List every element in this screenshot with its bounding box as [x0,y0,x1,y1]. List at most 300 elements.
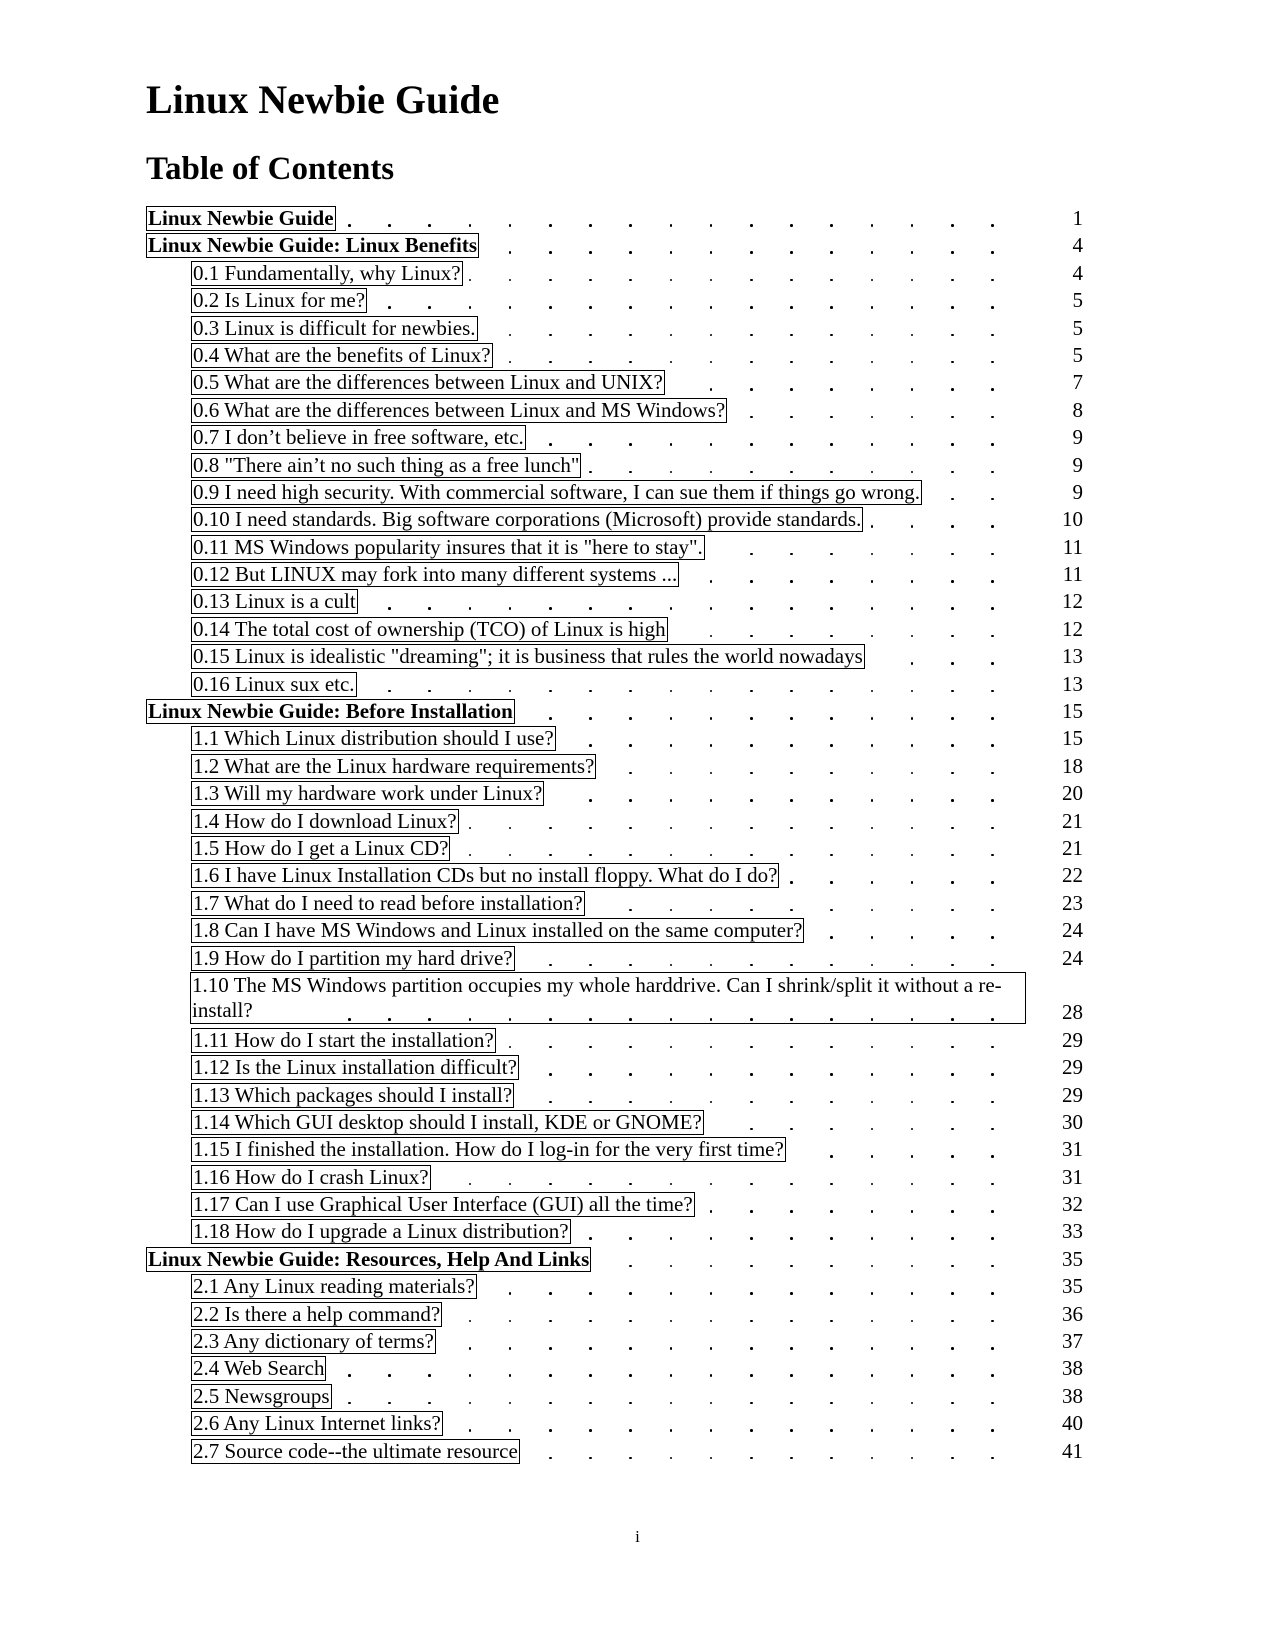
leader-dot [710,1320,713,1323]
leader-dot [790,744,793,747]
leader-dot [670,1374,673,1377]
toc-entry [0,616,1275,643]
leader-dot [951,1046,954,1049]
leader-dot [670,690,673,693]
toc-entry-text [191,835,450,862]
toc-link[interactable]: 1.8 Can I have MS Windows and Linux installed on the same computer? [193,918,803,943]
leader-dot [469,1183,472,1186]
toc-link[interactable]: 2.3 Any dictionary of terms? [193,1329,434,1354]
toc-entry-text [191,534,705,561]
toc-entry [0,862,1275,889]
leader-dot [830,717,833,720]
leader-dot [951,1347,954,1350]
toc-entry [0,780,1275,807]
toc-entry-text [191,1054,519,1081]
leader-dot [871,471,874,474]
toc-page-number: 13 [1062,671,1083,696]
leader-dot [790,224,793,227]
toc-page-number: 4 [1072,233,1083,258]
leader-dot [509,1292,512,1295]
leader-dot [830,306,833,309]
toc-entry-text [191,1082,514,1109]
toc-link[interactable]: 1.1 Which Linux distribution should I use? [193,726,554,751]
leader-dot [469,224,472,227]
toc-entry [0,835,1275,862]
leader-dot [790,909,793,912]
leader-dot [951,936,954,939]
leader-dot [911,525,914,528]
leader-dot [670,1073,673,1076]
leader-dot [951,388,954,391]
leader-dot [951,553,954,556]
leader-dot [589,306,592,309]
leader-dot [951,1237,954,1240]
toc-entry [0,369,1275,396]
leader-dot [629,334,632,337]
leader-dot [830,964,833,967]
leader-dot [750,1183,753,1186]
toc-link[interactable]: Linux Newbie Guide: Linux Benefits [148,233,478,258]
toc-entry-text [146,205,336,232]
leader-dot [911,334,914,337]
toc-link[interactable]: 0.7 I don’t believe in free software, etc. [193,425,524,450]
leader-dot [670,827,673,830]
leader-dot [991,388,994,391]
toc-entry [0,287,1275,314]
leader-dot [629,690,632,693]
leader-dot [790,1457,793,1460]
leader-dot [951,881,954,884]
toc-page-number: 1 [1072,206,1083,230]
leader-dot [710,361,713,364]
toc-link[interactable]: 1.5 How do I get a Linux CD? [193,835,449,860]
leader-dot [750,772,753,775]
toc-link[interactable]: 1.6 I have Linux Installation CDs but no install floppy. What do I do? [193,863,778,888]
leader-dot [991,1457,994,1460]
toc-entry-text [191,1301,442,1328]
leader-dot [670,1320,673,1323]
leader-dot [549,1320,552,1323]
leader-dot [790,1374,793,1377]
leader-dot [830,881,833,884]
leader-dot [428,224,431,227]
toc-link[interactable]: 2.6 Any Linux Internet links? [193,1411,441,1436]
leader-dot [991,471,994,474]
leader-dot [790,1265,793,1268]
leader-dot [670,607,673,610]
leader-dot [670,854,673,857]
leader-dot [911,881,914,884]
toc-entry-text [191,1136,786,1163]
toc-link[interactable]: Linux Newbie Guide: Before Installation [148,699,513,724]
toc-link[interactable]: 2.7 Source code--the ultimate resource [193,1438,518,1463]
leader-dot [871,964,874,967]
leader-dot [991,443,994,446]
toc-link[interactable]: 0.16 Linux sux etc. [193,671,355,696]
leader-dot [830,416,833,419]
leader-dot [991,279,994,282]
leader-dot [871,580,874,583]
leader-dot [951,1402,954,1405]
toc-entry [0,643,1275,670]
leader-dot [830,1292,833,1295]
leader-dot [911,251,914,254]
toc-link[interactable]: 1.13 Which packages should I install? [193,1082,513,1107]
leader-dot [871,224,874,227]
leader-dot [951,1457,954,1460]
leader-dot [629,1320,632,1323]
toc-link[interactable]: 0.5 What are the differences between Linux and UNIX? [193,370,663,395]
toc-link[interactable]: 0.1 Fundamentally, why Linux? [193,260,461,285]
leader-dot [790,1429,793,1432]
leader-dot [830,1128,833,1131]
leader-dot [871,1347,874,1350]
toc-link[interactable]: 1.11 How do I start the installation? [193,1027,494,1052]
leader-dot [670,1429,673,1432]
leader-dot [710,1101,713,1104]
toc-entry [0,561,1275,588]
leader-dot [790,443,793,446]
leader-dot [830,224,833,227]
leader-dot [991,1128,994,1131]
leader-dot [469,1374,472,1377]
toc-link[interactable]: 2.2 Is there a help command? [193,1301,441,1326]
leader-dot [750,1046,753,1049]
leader-dot [991,251,994,254]
leader-dot [750,1374,753,1377]
toc-link[interactable]: 1.16 How do I crash Linux? [193,1164,429,1189]
leader-dot [991,306,994,309]
leader-dot [790,1210,793,1213]
leader-dot [750,471,753,474]
toc-link[interactable]: 0.12 But LINUX may fork into many different systems ... [193,562,678,587]
leader-dot [911,388,914,391]
leader-dot [469,306,472,309]
leader-dot [589,690,592,693]
toc-entry-text [191,1410,443,1437]
leader-dot [991,1320,994,1323]
toc-link[interactable]: 0.8 "There ain’t no such thing as a free lunch" [193,452,580,477]
leader-dot [670,1292,673,1295]
leader-dot [509,1374,512,1377]
leader-dot [509,1046,512,1049]
toc-page-number: 29 [1062,1027,1083,1052]
toc-link[interactable]: 0.9 I need high security. With commercial software, I can sue them if things go wrong. [193,479,920,504]
leader-dot [589,1237,592,1240]
leader-dot [830,1320,833,1323]
leader-dot [991,1347,994,1350]
toc-entry [0,1355,1275,1382]
toc-link[interactable]: 1.3 Will my hardware work under Linux? [193,781,543,806]
leader-dot [670,251,673,254]
leader-dot [589,471,592,474]
toc-link[interactable]: 0.14 The total cost of ownership (TCO) of Linux is high [193,616,666,641]
toc-link[interactable]: 0.11 MS Windows popularity insures that it is "here to stay". [193,534,703,559]
toc-entry [0,890,1275,917]
leader-dot [911,306,914,309]
leader-dot [589,334,592,337]
leader-dot [629,1374,632,1377]
leader-dot [469,1320,472,1323]
toc-entry-text [191,1164,431,1191]
leader-dot [589,279,592,282]
leader-dot [911,1128,914,1131]
leader-dot [991,1429,994,1432]
leader-dot [911,1101,914,1104]
leader-dot [629,1046,632,1049]
toc-page-number: 4 [1072,260,1083,285]
toc-entry-text [191,287,367,314]
leader-dot [750,553,753,556]
leader-dot [750,580,753,583]
leader-dot [911,416,914,419]
toc-link[interactable]: 0.15 Linux is idealistic "dreaming"; it is business that rules the world nowadays [193,644,863,669]
toc-link[interactable]: 0.2 Is Linux for me? [193,288,366,313]
leader-dot [549,1457,552,1460]
toc-entry-text [191,479,922,506]
leader-dot [710,1347,713,1350]
leader-dot [830,388,833,391]
toc-link[interactable]: Linux Newbie Guide: Resources, Help And Links [148,1246,590,1271]
leader-dot [589,1347,592,1350]
leader-dot [750,1402,753,1405]
leader-dot [750,1210,753,1213]
leader-dot [911,909,914,912]
toc-link[interactable]: 1.9 How do I partition my hard drive? [193,945,513,970]
leader-dot [710,443,713,446]
leader-dot [589,1320,592,1323]
leader-dot [991,224,994,227]
toc-entry [0,260,1275,287]
leader-dot [991,1374,994,1377]
toc-entry-text [191,369,665,396]
leader-dot [911,1237,914,1240]
leader-dot [549,854,552,857]
leader-dot [911,443,914,446]
leader-dot [790,717,793,720]
toc-link[interactable]: 1.12 Is the Linux installation difficult? [193,1055,517,1080]
toc-page-number: 36 [1062,1301,1083,1326]
toc-entry-text [191,424,526,451]
toc-page-number: 8 [1072,397,1083,422]
leader-dot [991,772,994,775]
leader-dot [428,306,431,309]
leader-dot [790,1046,793,1049]
toc-link[interactable]: 1.17 Can I use Graphical User Interface (GUI) all the time? [193,1192,693,1217]
leader-dot [991,881,994,884]
toc-page-number: 5 [1072,315,1083,340]
leader-dot [549,334,552,337]
leader-dot [710,690,713,693]
leader-dot [911,1046,914,1049]
leader-dot [830,854,833,857]
leader-dot [830,635,833,638]
toc-entry-text [191,561,679,588]
leader-dot [790,1237,793,1240]
toc-entry [0,972,1275,1027]
toc-entry [0,1054,1275,1081]
toc-entry [0,1273,1275,1300]
toc-link[interactable]: 2.1 Any Linux reading materials? [193,1274,475,1299]
leader-dot [388,224,391,227]
toc-entry-text [191,671,357,698]
leader-dot [951,1183,954,1186]
leader-dot [670,964,673,967]
leader-dot [388,1374,391,1377]
toc-entry-text [191,780,544,807]
leader-dot [750,306,753,309]
leader-dot [991,553,994,556]
leader-dot [871,1374,874,1377]
leader-dot [629,827,632,830]
leader-dot [951,662,954,665]
leader-dot [710,854,713,857]
leader-dot [991,799,994,802]
leader-dot [670,1237,673,1240]
leader-dot [790,1073,793,1076]
leader-dot [830,334,833,337]
toc-page-number: 9 [1072,479,1083,504]
leader-dot [951,1265,954,1268]
leader-dot [871,909,874,912]
leader-dot [871,416,874,419]
leader-dot [911,580,914,583]
toc-page-number: 9 [1072,452,1083,477]
leader-dot [991,717,994,720]
leader-dot [629,306,632,309]
toc-entry-text [191,1191,695,1218]
toc-link[interactable]: 0.13 Linux is a cult [193,589,356,614]
toc-entry [0,698,1275,725]
toc-entry-text [191,315,478,342]
leader-dot [871,881,874,884]
leader-dot [750,1101,753,1104]
leader-dot [750,635,753,638]
leader-dot [790,1347,793,1350]
toc-link[interactable]: 1.18 How do I upgrade a Linux distribution? [193,1219,569,1244]
leader-dot [790,1128,793,1131]
leader-dot [991,361,994,364]
toc-link[interactable]: 1.2 What are the Linux hardware requirements? [193,753,595,778]
leader-dot [830,1265,833,1268]
leader-dot [991,1101,994,1104]
toc-link[interactable]: 0.3 Linux is difficult for newbies. [193,315,476,340]
toc-page-number: 24 [1062,918,1083,943]
toc-page-number: 21 [1062,835,1083,860]
toc-link[interactable]: 1.15 I finished the installation. How do I log-in for the very first time? [193,1137,784,1162]
leader-dot [951,1210,954,1213]
leader-dot [670,306,673,309]
leader-dot [549,1402,552,1405]
leader-dot [991,580,994,583]
toc-link[interactable]: 2.5 Newsgroups [193,1383,330,1408]
leader-dot [750,854,753,857]
leader-dot [991,854,994,857]
toc-entry-text [191,1383,332,1410]
leader-dot [388,690,391,693]
leader-dot [589,1073,592,1076]
toc-entry-text [191,397,727,424]
leader-dot [469,1402,472,1405]
toc-link[interactable]: Linux Newbie Guide [148,206,334,230]
leader-dot [871,690,874,693]
leader-dot [991,909,994,912]
leader-dot [991,1402,994,1405]
toc-entry [0,1218,1275,1245]
toc-link[interactable]: 1.14 Which GUI desktop should I install, KDE or GNOME? [193,1109,702,1134]
leader-dot [991,334,994,337]
leader-dot [951,635,954,638]
leader-dot [790,553,793,556]
leader-dot [509,1429,512,1432]
toc-page-number: 22 [1062,863,1083,888]
leader-dot [750,443,753,446]
leader-dot [549,827,552,830]
leader-dot [991,1265,994,1268]
leader-dot [790,361,793,364]
toc-entry [0,1164,1275,1191]
toc-link[interactable]: 1.7 What do I need to read before installation? [193,890,583,915]
toc-link[interactable]: 1.10 The MS Windows partition occupies my whole harddrive. Can I shrink/split it without a re-install? [190,972,1026,1024]
toc-link[interactable]: 0.6 What are the differences between Linux and MS Windows? [193,397,726,422]
toc-page-number: 10 [1062,507,1083,532]
leader-dot [750,690,753,693]
leader-dot [750,827,753,830]
toc-link[interactable]: 2.4 Web Search [193,1356,325,1381]
leader-dot [951,607,954,610]
toc-page-number: 32 [1062,1192,1083,1217]
leader-dot [710,799,713,802]
toc-link[interactable]: 0.10 I need standards. Big software corporations (Microsoft) provide standards. [193,507,862,532]
toc-entry [0,1410,1275,1437]
leader-dot [871,799,874,802]
leader-dot [670,717,673,720]
leader-dot [589,443,592,446]
leader-dot [629,1429,632,1432]
leader-dot [911,1320,914,1323]
leader-dot [790,580,793,583]
leader-dot [871,388,874,391]
toc-link[interactable]: 1.4 How do I download Linux? [193,808,457,833]
leader-dot [509,1402,512,1405]
toc-entry-text [191,506,863,533]
leader-dot [911,1347,914,1350]
leader-dot [509,827,512,830]
leader-dot [911,1265,914,1268]
leader-dot [388,607,391,610]
toc-page-number: 35 [1062,1246,1083,1271]
leader-dot [911,1073,914,1076]
leader-dot [670,1457,673,1460]
leader-dot [871,1046,874,1049]
leader-dot [911,1457,914,1460]
leader-dot [629,471,632,474]
leader-dot [549,964,552,967]
toc-page-number: 11 [1062,562,1083,587]
leader-dot [871,334,874,337]
leader-dot [911,744,914,747]
leader-dot [670,334,673,337]
leader-dot [750,1429,753,1432]
toc-link[interactable]: 0.4 What are the benefits of Linux? [193,342,491,367]
toc-page-number: 30 [1062,1109,1083,1134]
toc-page-number: 24 [1062,945,1083,970]
toc-page-number: 12 [1062,616,1083,641]
leader-dot [830,1237,833,1240]
leader-dot [991,1073,994,1076]
leader-dot [710,1210,713,1213]
leader-dot [589,799,592,802]
